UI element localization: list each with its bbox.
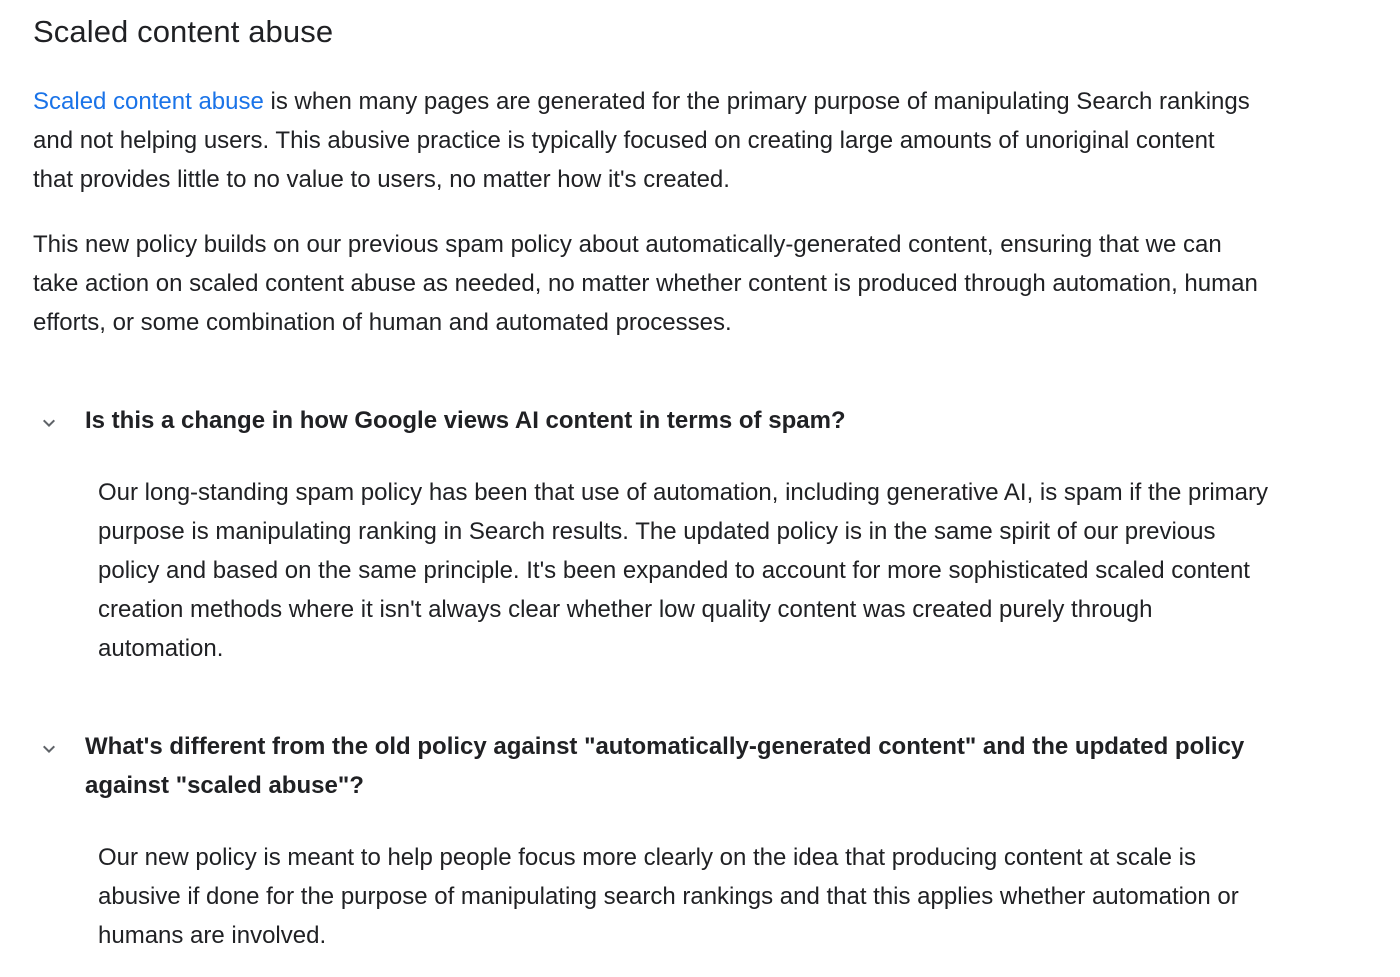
intro-line-2: and not helping users. This abusive practice is typically focused on creating large amounts of unoriginal content	[33, 127, 1215, 154]
section-title: Scaled content abuse	[33, 14, 334, 49]
faq-answer-old-vs-new-policy	[98, 838, 1378, 955]
intro-paragraph	[33, 82, 1373, 199]
policy-line-3: efforts, or some combination of human and automated processes.	[33, 309, 732, 336]
faq-question-line: What's different from the old policy against "automatically-generated content" and the updated policy	[85, 733, 1245, 760]
faq-answer-ai-content	[98, 473, 1378, 668]
faq-question-text	[85, 401, 846, 440]
answer-line: Our long-standing spam policy has been that use of automation, including generative AI, is spam if the primary	[98, 479, 1268, 506]
scaled-content-abuse-link[interactable]: Scaled content abuse	[33, 88, 264, 115]
answer-line: humans are involved.	[98, 922, 327, 949]
answer-line: Our new policy is meant to help people focus more clearly on the idea that producing content at scale is	[98, 844, 1196, 871]
policy-line-1: This new policy builds on our previous spam policy about automatically-generated content, ensuring that we can	[33, 231, 1222, 258]
faq-question-ai-content[interactable]	[33, 401, 1373, 441]
policy-line-2: take action on scaled content abuse as needed, no matter whether content is produced through automation, human	[33, 270, 1258, 297]
faq-question-text	[85, 727, 1244, 805]
faq-question-line: Is this a change in how Google views AI content in terms of spam?	[85, 407, 846, 434]
faq-question-old-vs-new-policy[interactable]	[33, 727, 1373, 807]
answer-line: policy and based on the same principle. It's been expanded to account for more sophisticated scaled content	[98, 557, 1250, 584]
chevron-down-icon[interactable]	[37, 737, 61, 761]
intro-line-1-text: is when many pages are generated for the primary purpose of manipulating Search rankings	[263, 88, 1250, 115]
answer-line: abusive if done for the purpose of manipulating search rankings and that this applies whether automation or	[98, 883, 1239, 910]
answer-line: purpose is manipulating ranking in Search results. The updated policy is in the same spirit of our previous	[98, 518, 1216, 545]
policy-paragraph	[33, 225, 1373, 342]
answer-line: creation methods where it isn't always clear whether low quality content was created purely through	[98, 596, 1153, 623]
answer-line: automation.	[98, 635, 224, 662]
intro-line-3: that provides little to no value to users, no matter how it's created.	[33, 166, 730, 193]
chevron-down-icon[interactable]	[37, 411, 61, 435]
faq-question-line: against "scaled abuse"?	[85, 772, 364, 799]
